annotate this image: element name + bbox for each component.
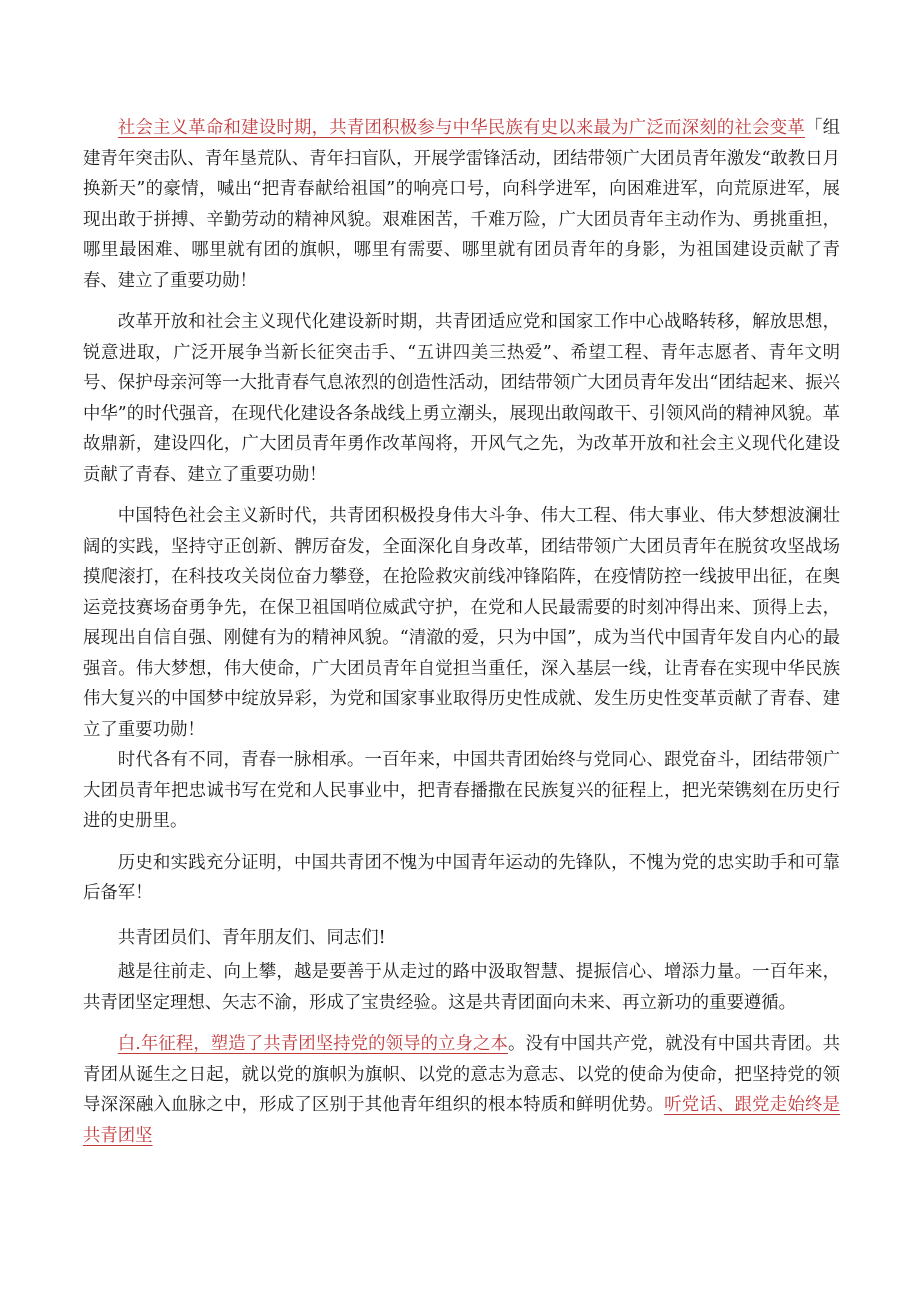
paragraph-socialist-revolution [83, 113, 840, 296]
salutation: 共青团员们、青年朋友们、同志们! [117, 927, 386, 948]
paragraph-text: 时代各有不同，青春一脉相承。一百年来，中国共青团始终与党同心、跟党奋斗，团结带领广大团员青年把忠诚书写在党和人民事业中，把青春播撒在民族复兴的征程上，把光荣镌刻在历史行进的史册里。 [83, 750, 840, 831]
paragraph-reform-era [83, 307, 840, 490]
highlighted-text: 白.年征程，塑造了共青团坚持党的领导的立身之本 [117, 1034, 508, 1054]
paragraph-text: 。没有中国共产党，就没有中国共青团。共青团从诞生之日起，就以党的旗帜为旗帜、以党的意志为意志、以党的使命为使命，把坚持党的领导深深融入血脉之中，形成了区别于其他青年组织的根本特质和鲜明优势。 [83, 1034, 840, 1115]
paragraph-history-proves [83, 848, 840, 909]
paragraph-text: 改革开放和社会主义现代化建设新时期，共青团适应党和国家工作中心战略转移，解放思想，锐意进取，广泛开展争当新长征突击手、“五讲四美三热爱”、希望工程、青年志愿者、青年文明号、保护母亲河等一大批青春气息浓烈的创造性活动，团结带领广大团员青年发出“团结起来、振兴中华”的时代强音，在现代化建设各条战线上勇立潮头，展现出敢闯敢干、引领风尚的精神风貌。革故鼎新，建设四化，广大团员青年勇作改革闯将，开风气之先，为改革开放和社会主义现代化建设贡献了青春、建立了重要功勋！ [83, 312, 840, 485]
paragraph-text: 中国特色社会主义新时代，共青团积极投身伟大斗争、伟大工程、伟大事业、伟大梦想波澜壮阔的实践，坚持守正创新、髀厉奋发，全面深化自身改革，团结带领广大团员青年在脱贫攻坚战场摸爬滚打，在科技攻关岗位奋力攀登，在抢险救灾前线冲锋陷阵，在疫情防控一线披甲出征，在奥运竞技赛场奋勇争先，在保卫祖国哨位威武守护，在党和人民最需要的时刻冲得出来、顶得上去，展现出自信自强、刚健有为的精神风貌。“清澈的爱，只为中国”，成为当代中国青年发自内心的最强音。伟大梦想，伟大使命，广大团员青年自觉担当重任，深入基层一线，让青春在实现中华民族伟大复兴的中国梦中绽放异彩，为党和国家事业取得历史性成就、发生历史性变革贡献了青春、建立了重要功勋！ [83, 506, 840, 740]
paragraph-party-leadership [83, 1029, 840, 1151]
paragraph-new-era [83, 501, 840, 745]
paragraph-text: 越是往前走、向上攀，越是要善于从走过的路中汲取智慧、提振信心、增添力量。一百年来，共青团坚定理想、矢志不渝，形成了宝贵经验。这是共青团面向未来、再立新功的重要遵循。 [83, 962, 840, 1013]
highlighted-text: 社会主义革命和建设时期，共青团积极参与中华民族有史以来最为广泛而深刻的社会变革 [117, 118, 805, 138]
paragraph-times-differ [83, 745, 840, 837]
paragraph-text: 历史和实践充分证明，中国共青团不愧为中国青年运动的先锋队，不愧为党的忠实助手和可靠后备军！ [83, 852, 840, 903]
paragraph-text: 「组建青年突击队、青年垦荒队、青年扫盲队，开展学雷锋活动，团结带领广大团员青年激发“敢教日月换新天”的豪情，喊出“把青春献给祖国”的响亮口号，向科学进军，向困难进军，向荒原进军，展现出敢于拼搏、辛勤劳动的精神风貌。艰难困苦，千难万险，广大团员青年主动作为、勇挑重担，哪里最困难、哪里就有团的旗帜，哪里有需要、哪里就有团员青年的身影，为祖国建设贡献了青春、建立了重要功勋！ [83, 118, 840, 291]
document-body [83, 113, 840, 1151]
paragraph-wisdom [83, 957, 840, 1018]
highlighted-text-tail: 听党话、跟党走始终是共青团坚 [83, 1095, 840, 1146]
